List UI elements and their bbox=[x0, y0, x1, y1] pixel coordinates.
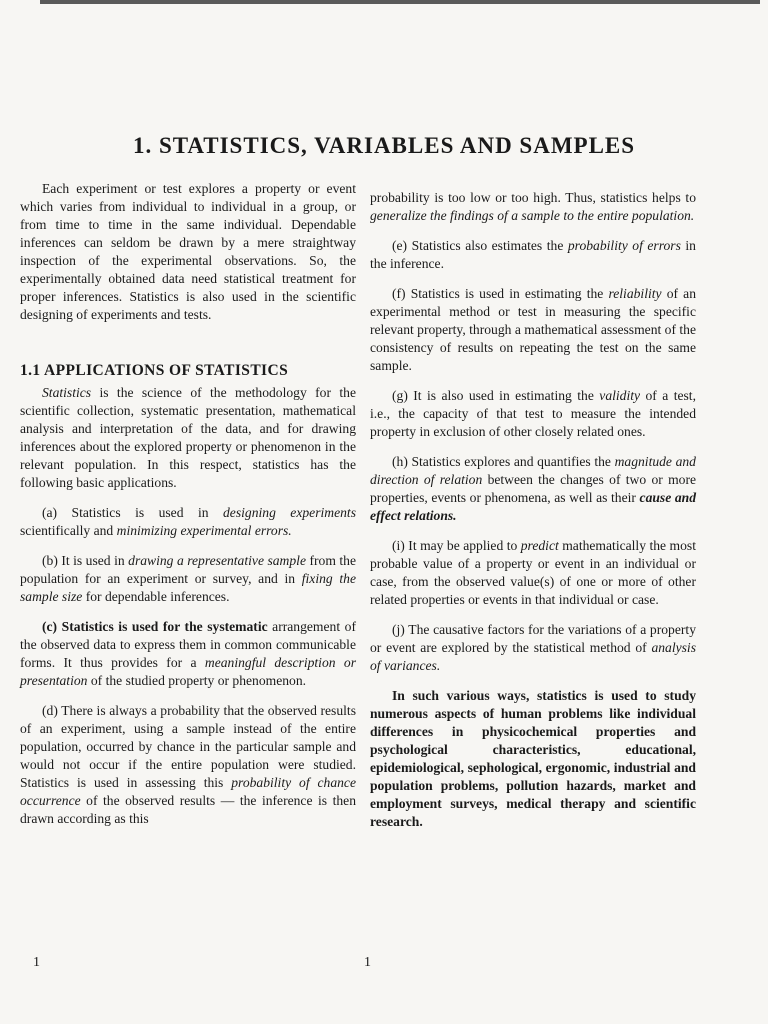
item-j: (j) The causative factors for the variations of a property or event are explored by the statistical method of analysis of variances. bbox=[370, 622, 696, 673]
item-b: (b) It is used in drawing a representative sample from the population for an experiment or survey, and in fixing the sample size for dependable inferences. bbox=[20, 553, 356, 604]
item-c: (c) Statistics is used for the systematic arrangement of the observed data to express them in common communicable forms. It thus provides for a meaningful description or presentation of the studied property or phenomenon. bbox=[20, 619, 356, 688]
page-number-center: 1 bbox=[364, 955, 371, 970]
intro-paragraph: Each experiment or test explores a property or event which varies from individual to individual in a group, or from time to time in the same individual. Dependable inferences can seldom be drawn by a mere straightway inspection of the experimental observations. So, the experimentally obtained data need statistical treatment for proper inferences. Statistics is also used in the scientific designing of experiments and tests. bbox=[20, 181, 356, 322]
page-title: 1. STATISTICS, VARIABLES AND SAMPLES bbox=[132, 133, 636, 158]
right-column bbox=[370, 189, 696, 843]
item-a: (a) Statistics is used in designing experiments scientifically and minimizing experimental errors. bbox=[20, 505, 356, 538]
item-g: (g) It is also used in estimating the validity of a test, i.e., the capacity of that test to measure the intended property in exclusion of other closely related ones. bbox=[370, 388, 696, 439]
item-h: (h) Statistics explores and quantifies the magnitude and direction of relation between the changes of two or more properties, events or phenomena, as well as their cause and effect relations. bbox=[370, 454, 696, 523]
item-e: (e) Statistics also estimates the probability of errors in the inference. bbox=[370, 238, 696, 271]
definition-paragraph: Statistics is the science of the methodology for the scientific collection, systematic presentation, mathematical analysis and interpretation of the data, and for drawing inferences about the explored property or phenomenon in the relevant population. In this respect, statistics has the following basic applications. bbox=[20, 385, 356, 490]
section-heading: 1.1 APPLICATIONS OF STATISTICS bbox=[20, 362, 289, 379]
item-d: (d) There is always a probability that the observed results of an experiment, using a sample instead of the entire population, occurred by chance in the particular sample and would not occur if the entire population were studied. Statistics is used in assessing this probability of chance occurrence of the observed results — the inference is then drawn according as this bbox=[20, 703, 356, 826]
page-number-left: 1 bbox=[33, 955, 40, 970]
closing-paragraph: In such various ways, statistics is used to study numerous aspects of human problems like individual differences in physicochemical properties and psychological characteristics, educational, epidemiological, sephological, ergonomic, industrial and population problems, pollution hazards, market and employment surveys, medical therapy and scientific research. bbox=[370, 688, 696, 829]
left-column bbox=[20, 180, 356, 840]
item-i: (i) It may be applied to predict mathematically the most probable value of a property or event in an individual or case, from the observed value(s) of one or more of other related properties or events in that individual or case. bbox=[370, 538, 696, 607]
continuation-paragraph: probability is too low or too high. Thus, statistics helps to generalize the findings of a sample to the entire population. bbox=[370, 190, 696, 223]
top-rule bbox=[40, 0, 760, 4]
item-f: (f) Statistics is used in estimating the reliability of an experimental method or test in measuring the specific relevant property, through a mathematical assessment of the consistency of results on repeating the test on the same sample. bbox=[370, 286, 697, 373]
